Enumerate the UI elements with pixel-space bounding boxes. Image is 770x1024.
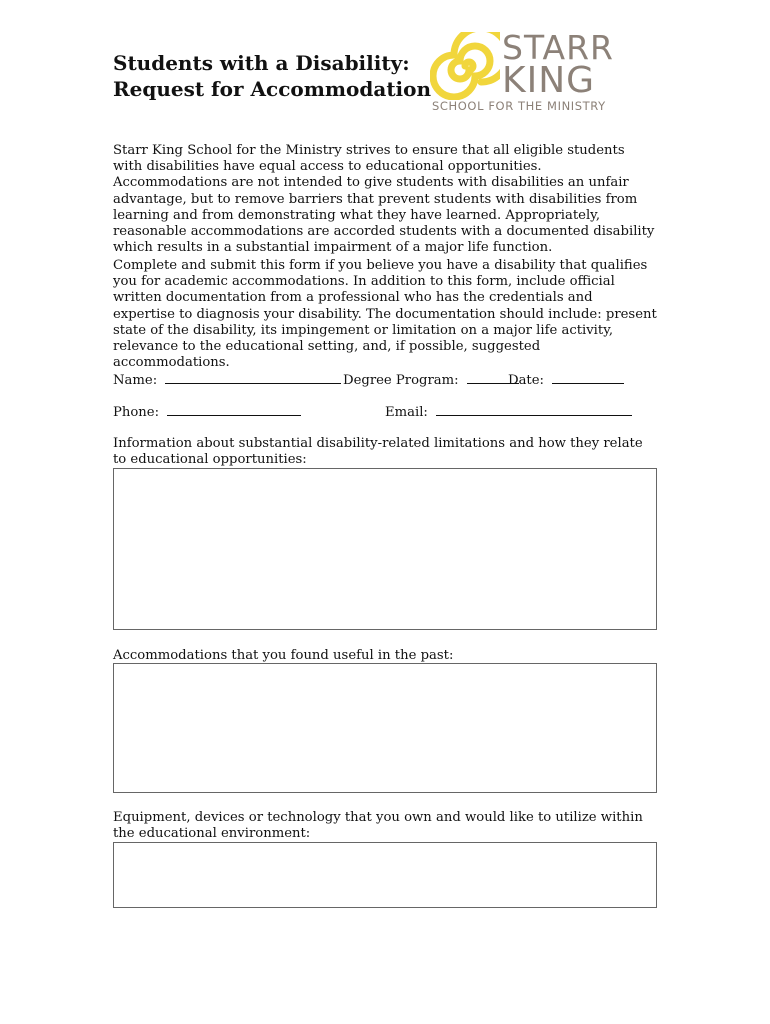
name-label: Name: (113, 373, 158, 388)
limitations-textbox[interactable] (113, 468, 657, 630)
email-field[interactable] (385, 403, 632, 421)
phone-label: Phone: (113, 405, 160, 420)
date-field[interactable] (508, 371, 624, 389)
title-line-1: Students with a Disability: (113, 51, 410, 75)
name-blank[interactable] (165, 371, 341, 384)
intro-paragraph-1: Starr King School for the Ministry strives to ensure that all eligible students with disabilities have equal access to educational opportunities. Accommodations are not intended to give students with disabilities an unfair advantage, but to remove barriers that prevent students with disabilities from learning and from demonstrating what they have learned. Appropriately, reasonable accommodations are accorded students with a documented disability which results in a substantial impairment of a major life function. (113, 143, 655, 256)
date-blank[interactable] (552, 371, 624, 384)
phone-blank[interactable] (167, 403, 301, 416)
equipment-label: Equipment, devices or technology that you own and would like to utilize within the educational environment: (113, 810, 643, 842)
phone-field[interactable] (113, 403, 301, 421)
past-accommodations-textbox[interactable] (113, 663, 657, 793)
email-blank[interactable] (436, 403, 632, 416)
title-line-2: Request for Accommodation (113, 77, 432, 101)
name-field[interactable] (113, 371, 341, 389)
intro-paragraph-2: Complete and submit this form if you believe you have a disability that qualifies you for academic accommodations. In addition to this form, include official written documentation from a professional who has the credentials and expertise to diagnosis your disability. The documentation should include: present state of the disability, its impingement or limitation on a major life activity, relevance to the educational setting, and, if possible, suggested accommodations. (113, 258, 657, 371)
degree-program-label: Degree Program: (343, 373, 459, 388)
logo-subtitle: SCHOOL FOR THE MINISTRY (432, 99, 606, 113)
logo-word-starr: STARR (502, 28, 614, 67)
degree-program-field[interactable] (343, 371, 519, 389)
equipment-textbox[interactable] (113, 842, 657, 908)
school-logo (430, 30, 640, 120)
past-accommodations-label: Accommodations that you found useful in the past: (113, 648, 454, 663)
spiral-logo-icon (430, 32, 500, 100)
email-label: Email: (385, 405, 428, 420)
date-label: Date: (508, 373, 544, 388)
limitations-label: Information about substantial disability-related limitations and how they relate to educational opportunities: (113, 436, 643, 468)
logo-word-king: KING (502, 60, 596, 101)
page-title (113, 50, 433, 102)
